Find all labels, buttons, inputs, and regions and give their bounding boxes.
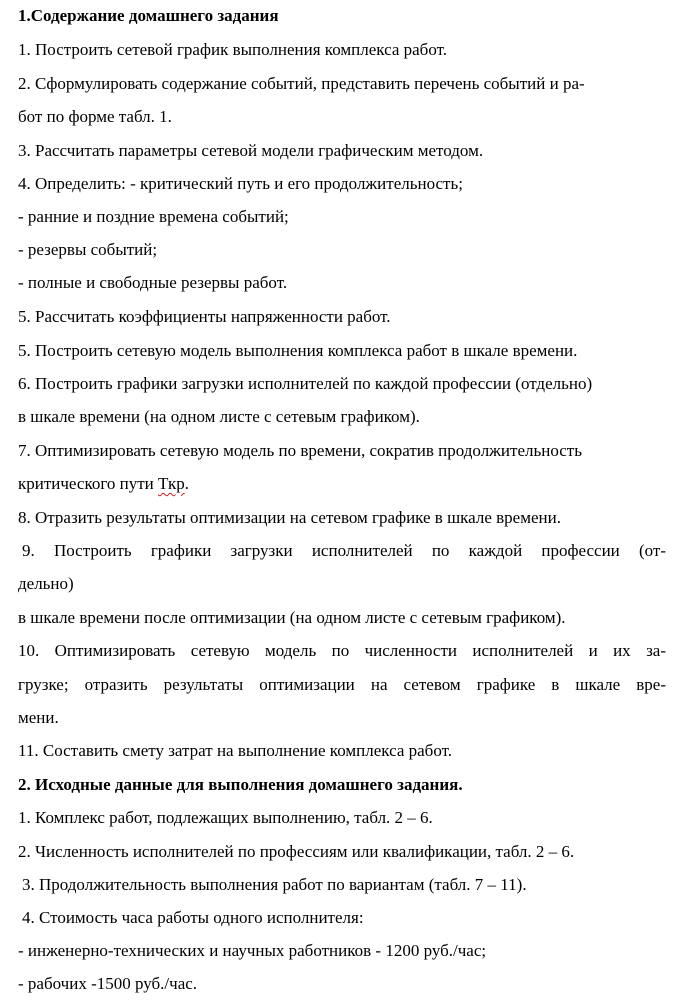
s1-item-10-line-2: грузке; отразить результаты оптимизации на сетевом графике в шкале вре- [18,675,666,694]
s1-item-4-sub-3: - полные и свободные резервы работ. [18,273,288,292]
s1-item-7-line-1: 7. Оптимизировать сетевую модель по времени, сократив продолжительность [18,441,582,460]
s1-item-2-line-1: 2. Сформулировать содержание событий, представить перечень событий и ра- [18,74,585,93]
s1-item-4-sub-2: - резервы событий; [18,240,158,259]
s1-item-3: 3. Рассчитать параметры сетевой модели графическим методом. [18,141,484,160]
s1-item-9-line-2: дельно) [18,574,74,593]
section1-heading: 1.Содержание домашнего задания [18,6,279,25]
s1-item-11: 11. Составить смету затрат на выполнение комплекса работ. [18,741,453,760]
section2-heading: 2. Исходные данные для выполнения домашнего задания. [18,775,463,794]
s1-item-4-sub-1: - ранние и поздние времена событий; [18,207,289,226]
s2-item-4-sub-2: - рабочих -1500 руб./час. [18,974,198,993]
s1-item-2-line-2: бот по форме табл. 1. [18,107,172,126]
s1-item-6-line-2: в шкале времени (на одном листе с сетевым графиком). [18,407,420,426]
s1-item-4: 4. Определить: - критический путь и его продолжительность; [18,174,463,193]
spellcheck-flagged-term: Ткр [158,474,185,493]
s1-item-7-line-2-end: . [184,474,190,493]
s1-item-9-line-3: в шкале времени после оптимизации (на одном листе с сетевым графиком). [18,608,566,627]
s2-item-4-sub-1: - инженерно-технических и научных работников - 1200 руб./час; [18,941,487,960]
s1-item-7-line-2-text: критического пути [18,474,159,493]
s1-item-10-line-3: мени. [18,708,59,727]
s1-item-5b: 5. Построить сетевую модель выполнения комплекса работ в шкале времени. [18,341,578,360]
s2-item-3: 3. Продолжительность выполнения работ по вариантам (табл. 7 – 11). [22,875,527,894]
s2-item-2: 2. Численность исполнителей по профессиям или квалификации, табл. 2 – 6. [18,842,575,861]
s1-item-8: 8. Отразить результаты оптимизации на сетевом графике в шкале времени. [18,508,561,527]
s1-item-1: 1. Построить сетевой график выполнения комплекса работ. [18,40,448,59]
s1-item-5a: 5. Рассчитать коэффициенты напряженности работ. [18,307,391,326]
s1-item-9-line-1: 9. Построить графики загрузки исполнителей по каждой профессии (от- [22,541,666,560]
s2-item-4: 4. Стоимость часа работы одного исполнителя: [22,908,364,927]
s1-item-7-line-2 [18,474,189,494]
s2-item-1: 1. Комплекс работ, подлежащих выполнению, табл. 2 – 6. [18,808,433,827]
s1-item-6-line-1: 6. Построить графики загрузки исполнителей по каждой профессии (отдельно) [18,374,593,393]
s1-item-10-line-1: 10. Оптимизировать сетевую модель по численности исполнителей и их за- [18,641,666,660]
